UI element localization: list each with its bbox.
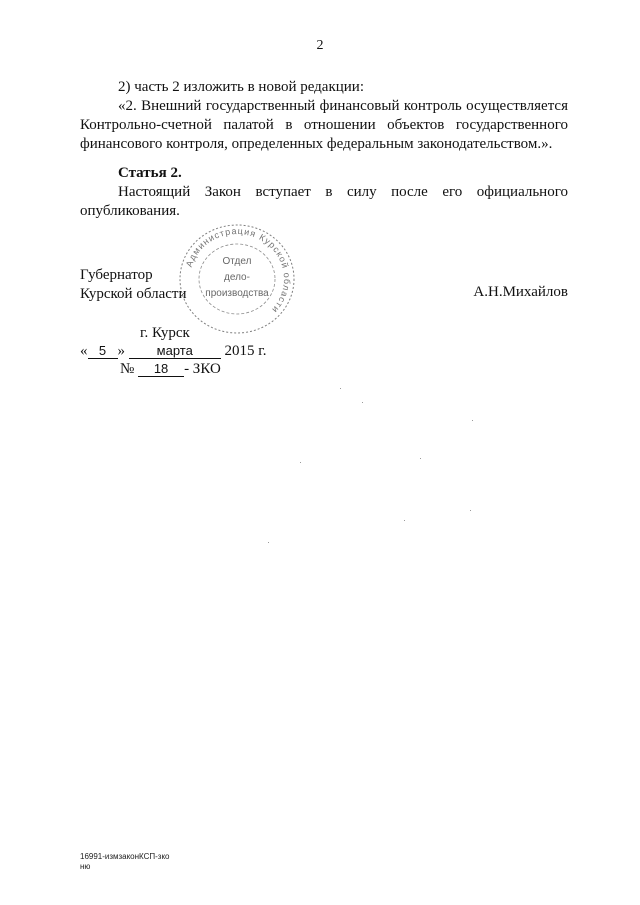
scan-speck	[404, 520, 405, 521]
number-suffix: - ЗКО	[184, 361, 221, 377]
amendment-item: 2) часть 2 изложить в новой редакции:	[118, 79, 365, 95]
file-reference-line-2: ню	[80, 862, 91, 871]
scan-speck	[268, 542, 269, 543]
scan-speck	[340, 388, 341, 389]
signing-date	[80, 342, 266, 361]
scan-speck	[420, 458, 421, 459]
file-reference-line-1: 16991-измзаконКСП-зко	[80, 852, 170, 861]
scan-speck	[362, 402, 363, 403]
scan-speck	[472, 420, 473, 421]
scan-speck	[300, 462, 301, 463]
file-reference	[80, 852, 170, 872]
page-number: 2	[316, 38, 324, 53]
stamp-line-1: Отдел	[222, 256, 252, 267]
date-month: марта	[129, 343, 221, 359]
date-year: 2015 г.	[224, 343, 267, 359]
position-line-2: Курской области	[80, 286, 187, 302]
date-open-quote: «	[80, 343, 88, 359]
position-line-1: Губернатор	[80, 267, 153, 283]
article-title: Статья 2.	[118, 165, 182, 181]
date-close-quote: »	[117, 343, 125, 359]
signatory-name: А.Н.Михайлов	[473, 284, 568, 300]
stamp-line-3: производства	[205, 288, 269, 299]
law-number	[120, 360, 221, 379]
number-value: 18	[138, 361, 184, 377]
stamp-line-2: дело-	[224, 272, 250, 283]
scan-speck	[470, 510, 471, 511]
amendment-quote: «2. Внешний государственный финансовый контроль осуществляется Контрольно-счетной палатой в отношении объектов государственного финансового контроля, определенных федеральным законодательством.».	[80, 98, 568, 152]
number-prefix: №	[120, 361, 135, 377]
signing-place: г. Курск	[140, 325, 190, 341]
article-body: Настоящий Закон вступает в силу после его официального опубликования.	[80, 184, 568, 219]
official-stamp	[176, 222, 298, 336]
svg-text:Администрация Курской области	[184, 226, 292, 315]
stamp-ring-text: Администрация Курской области	[183, 225, 293, 316]
date-day: 5	[88, 343, 118, 359]
